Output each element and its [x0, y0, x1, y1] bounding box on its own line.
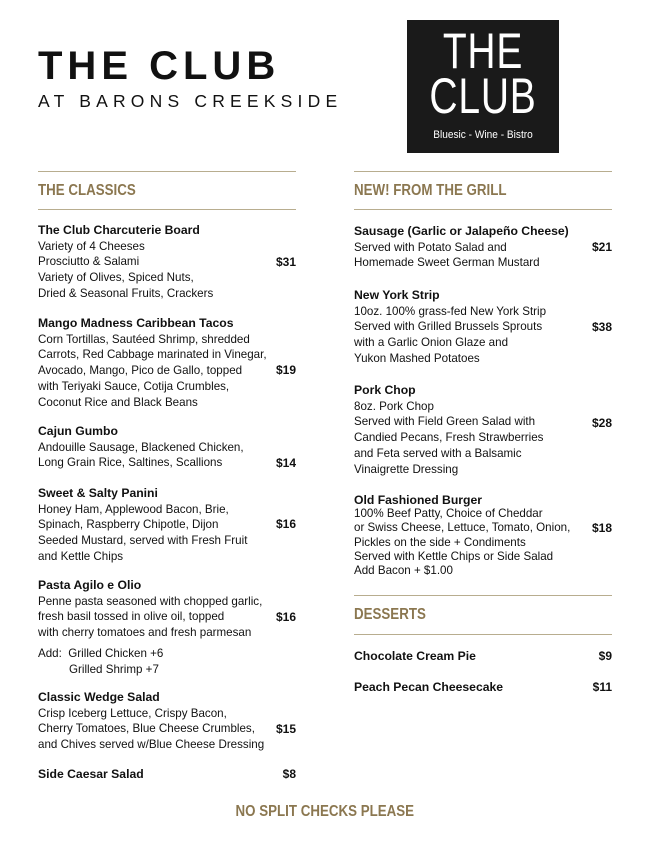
- item-name: Side Caesar Salad: [38, 767, 144, 781]
- menu-item: [38, 424, 278, 471]
- item-price: $8: [282, 767, 296, 781]
- item-description-line: Carrots, Red Cabbage marinated in Vinegar,: [38, 348, 267, 362]
- item-description-line: Vinaigrette Dressing: [354, 462, 459, 476]
- item-description-line: Cherry Tomatoes, Blue Cheese Crumbles,: [38, 722, 255, 736]
- divider: [38, 171, 296, 172]
- item-name: Peach Pecan Cheesecake: [354, 680, 504, 694]
- item-addon-line: Add: Grilled Chicken +6: [38, 646, 164, 660]
- item-name: Sausage (Garlic or Jalapeño Cheese): [354, 224, 569, 238]
- menu-item: [354, 224, 586, 271]
- section-heading-classics: THE CLASSICS: [38, 182, 136, 199]
- item-name: Mango Madness Caribbean Tacos: [38, 316, 234, 330]
- menu-item: [354, 649, 554, 665]
- item-description-line: Avocado, Mango, Pico de Gallo, topped: [38, 364, 243, 378]
- item-price: $15: [275, 722, 296, 736]
- item-description-line: Served with Grilled Brussels Sprouts: [354, 320, 543, 334]
- item-description-line: Served with Field Green Salad with: [354, 415, 536, 429]
- item-description-line: and Kettle Chips: [38, 549, 124, 563]
- item-name: Pasta Agilo e Olio: [38, 578, 142, 592]
- divider: [354, 209, 612, 210]
- logo-line-2: CLUB: [429, 68, 537, 124]
- item-description-line: Served with Potato Salad and: [354, 240, 507, 254]
- item-price: $28: [591, 416, 612, 430]
- item-description-line: with cherry tomatoes and fresh parmesan: [38, 626, 252, 640]
- item-description-line: Seeded Mustard, served with Fresh Fruit: [38, 534, 248, 548]
- menu-item: [354, 288, 586, 367]
- item-name: Classic Wedge Salad: [38, 690, 160, 704]
- section-heading-desserts: DESSERTS: [354, 606, 426, 623]
- item-description-line: Honey Ham, Applewood Bacon, Brie,: [38, 502, 229, 516]
- item-name: New York Strip: [354, 288, 440, 302]
- item-price: $9: [598, 649, 612, 663]
- menu-item: [354, 383, 586, 477]
- item-price: $16: [275, 517, 296, 531]
- item-description-line: fresh basil tossed in olive oil, topped: [38, 610, 225, 624]
- menu-item: [38, 486, 278, 565]
- item-price: $16: [275, 610, 296, 624]
- item-description-line: Variety of 4 Cheeses: [38, 239, 145, 253]
- item-name: Cajun Gumbo: [38, 424, 118, 438]
- item-name: The Club Charcuterie Board: [38, 223, 200, 237]
- menu-item: [38, 223, 278, 302]
- logo-line-1: THE: [442, 23, 524, 79]
- menu-item: [38, 316, 278, 410]
- menu-item: [354, 680, 554, 696]
- item-description-line: Long Grain Rice, Saltines, Scallions: [38, 456, 223, 470]
- item-description-line: and Chives served w/Blue Cheese Dressing: [38, 738, 265, 752]
- item-description-line: Penne pasta seasoned with chopped garlic,: [38, 594, 263, 608]
- item-name: Pork Chop: [354, 383, 416, 397]
- item-description-line: Corn Tortillas, Sautéed Shrimp, shredded: [38, 332, 250, 346]
- menu-item: [354, 493, 586, 578]
- item-description-line: or Swiss Cheese, Lettuce, Tomato, Onion,: [354, 521, 571, 535]
- item-price: $31: [275, 255, 296, 269]
- item-description-line: with a Garlic Onion Glaze and: [354, 336, 509, 350]
- item-description-line: Candied Pecans, Fresh Strawberries: [354, 431, 544, 445]
- item-price: $18: [591, 521, 612, 535]
- logo-tagline: Bluesic - Wine - Bistro: [433, 129, 533, 141]
- footer-note: [0, 803, 650, 821]
- item-description-line: Prosciutto & Salami: [38, 255, 140, 269]
- restaurant-title: THE CLUB: [38, 44, 281, 88]
- logo: [407, 20, 559, 153]
- item-description-line: with Teriyaki Sauce, Cotija Crumbles,: [38, 379, 230, 393]
- item-description-line: Homemade Sweet German Mustard: [354, 256, 540, 270]
- item-description-line: 8oz. Pork Chop: [354, 399, 434, 413]
- item-price: $19: [275, 363, 296, 377]
- item-description-line: Pickles on the side + Condiments: [354, 535, 526, 549]
- item-name: Old Fashioned Burger: [354, 493, 482, 507]
- divider: [354, 171, 612, 172]
- item-price: $21: [591, 240, 612, 254]
- item-description-line: Andouille Sausage, Blackened Chicken,: [38, 440, 244, 454]
- item-price: $14: [275, 456, 296, 470]
- restaurant-subtitle: AT BARONS CREEKSIDE: [38, 91, 343, 111]
- item-price: $38: [591, 320, 612, 334]
- item-price: $11: [592, 680, 612, 694]
- section-heading-grill: NEW! FROM THE GRILL: [354, 182, 507, 199]
- item-description-line: Dried & Seasonal Fruits, Crackers: [38, 286, 214, 300]
- item-addon-line: Grilled Shrimp +7: [69, 662, 159, 676]
- item-description-line: Served with Kettle Chips or Side Salad: [354, 549, 554, 563]
- item-description-line: Variety of Olives, Spiced Nuts,: [38, 271, 194, 285]
- item-name: Chocolate Cream Pie: [354, 649, 476, 663]
- menu-item: [38, 578, 278, 677]
- divider: [354, 595, 612, 596]
- item-description-line: Add Bacon + $1.00: [354, 564, 453, 578]
- item-description-line: Coconut Rice and Black Beans: [38, 395, 198, 409]
- item-description-line: Spinach, Raspberry Chipotle, Dijon: [38, 518, 219, 532]
- divider: [38, 209, 296, 210]
- item-description-line: 100% Beef Patty, Choice of Cheddar: [354, 507, 543, 521]
- footer-note-text: NO SPLIT CHECKS PLEASE: [235, 803, 415, 820]
- item-name: Sweet & Salty Panini: [38, 486, 158, 500]
- item-description-line: and Feta served with a Balsamic: [354, 446, 522, 460]
- menu-item: [38, 767, 258, 783]
- divider: [354, 634, 612, 635]
- menu-item: [38, 690, 278, 753]
- item-description-line: 10oz. 100% grass-fed New York Strip: [354, 304, 547, 318]
- item-description-line: Crisp Iceberg Lettuce, Crispy Bacon,: [38, 706, 227, 720]
- item-description-line: Yukon Mashed Potatoes: [354, 351, 480, 365]
